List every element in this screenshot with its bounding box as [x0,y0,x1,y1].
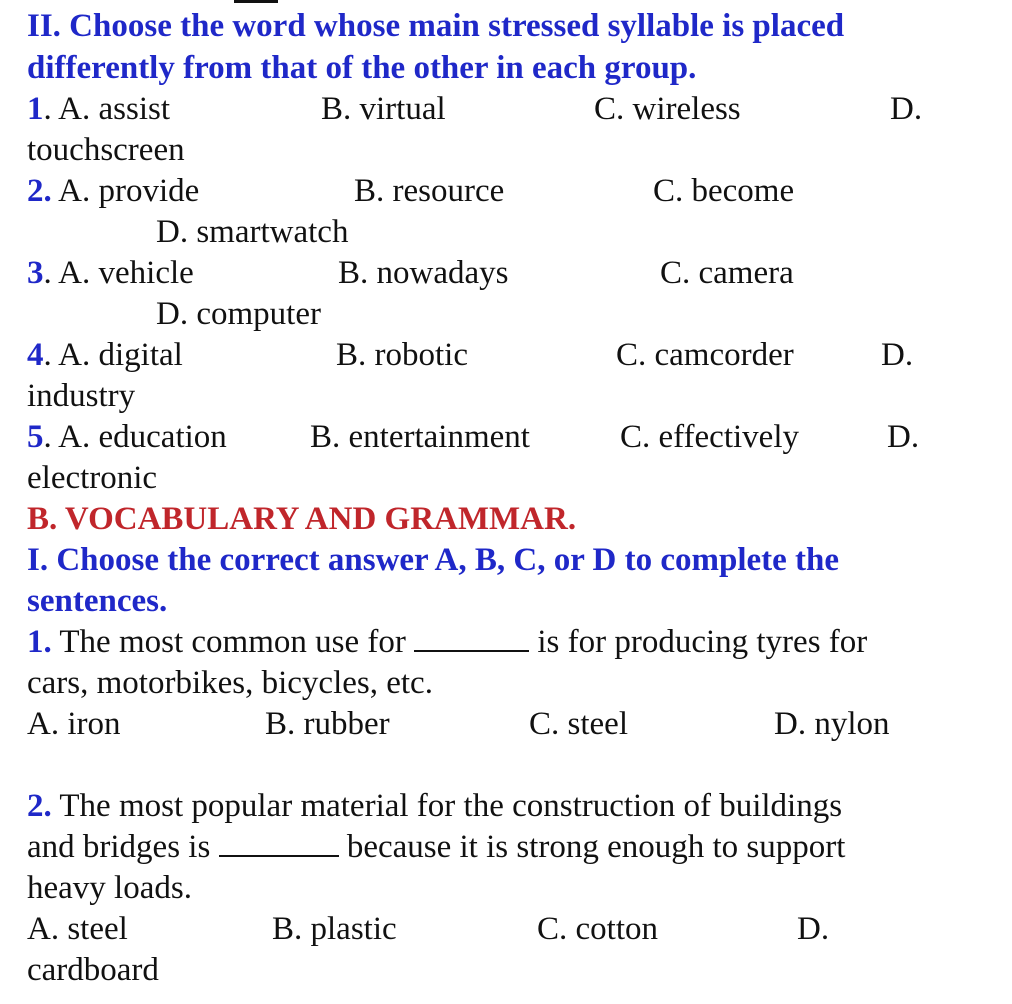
question-text-before: The most common use for [51,624,415,660]
question-text-before: and bridges is [27,829,219,865]
option-a: . A. assist [43,91,171,127]
stress-item-4 [27,335,183,376]
item-number: 3 [27,255,44,291]
option-a: . A. digital [43,337,183,373]
question-number: 2. [27,788,52,824]
stress-item-2-option-c: C. become [653,173,795,209]
stress-item-4-option-b: B. robotic [336,337,468,373]
item-number: 2. [27,173,52,209]
question-2-option-c: C. cotton [537,911,658,947]
stress-item-4-option-d-cont: industry [27,378,136,414]
question-1-line1 [27,622,867,663]
section-ii-heading-line1: II. Choose the word whose main stressed syllable is placed [27,8,845,44]
section-ii-heading-line2: differently from that of the other in each group. [27,50,697,86]
answer-blank [219,827,339,857]
answer-blank [414,622,529,652]
question-1-line2: cars, motorbikes, bicycles, etc. [27,665,433,701]
question-2-option-d: D. [797,911,830,947]
stress-item-1-option-d-cont: touchscreen [27,132,185,168]
question-text: The most popular material for the construction of buildings [51,788,843,824]
option-a: A. provide [51,173,200,209]
question-1-option-c: C. steel [529,706,628,742]
question-number: 1. [27,624,52,660]
section-i-heading-line2: sentences. [27,583,168,619]
stress-item-3-option-d: D. computer [156,296,321,332]
stress-item-3-option-b: B. nowadays [338,255,509,291]
question-1-option-d: D. nylon [774,706,890,742]
question-text-after: is for producing tyres for [529,624,868,660]
question-2-option-b: B. plastic [272,911,397,947]
stress-item-5-option-b: B. entertainment [310,419,530,455]
option-a: . A. education [43,419,227,455]
stress-item-5 [27,417,227,458]
stress-item-5-option-d-cont: electronic [27,460,158,496]
stress-item-2-option-b: B. resource [354,173,505,209]
question-2-line3: heavy loads. [27,870,192,906]
item-number: 4 [27,337,44,373]
stress-item-2 [27,171,199,212]
stress-item-2-option-d: D. smartwatch [156,214,349,250]
stress-item-5-option-d: D. [887,419,920,455]
question-text-after: because it is strong enough to support [338,829,846,865]
stress-item-4-option-d: D. [881,337,914,373]
top-rule [234,0,278,3]
section-i-heading-line1: I. Choose the correct answer A, B, C, or D to complete the [27,542,840,578]
question-2-option-a: A. steel [27,911,128,947]
stress-item-3 [27,253,194,294]
question-2-line1 [27,786,842,827]
question-2-line2 [27,827,845,868]
question-2-option-d-cont: cardboard [27,952,159,988]
section-b-heading: B. VOCABULARY AND GRAMMAR. [27,501,577,537]
item-number: 5 [27,419,44,455]
question-1-option-b: B. rubber [265,706,390,742]
stress-item-3-option-c: C. camera [660,255,794,291]
option-a: . A. vehicle [43,255,194,291]
stress-item-1-option-b: B. virtual [321,91,446,127]
item-number: 1 [27,91,44,127]
stress-item-4-option-c: C. camcorder [616,337,794,373]
stress-item-1-option-d: D. [890,91,923,127]
stress-item-1-option-c: C. wireless [594,91,741,127]
question-1-option-a: A. iron [27,706,121,742]
stress-item-5-option-c: C. effectively [620,419,799,455]
stress-item-1 [27,89,170,130]
